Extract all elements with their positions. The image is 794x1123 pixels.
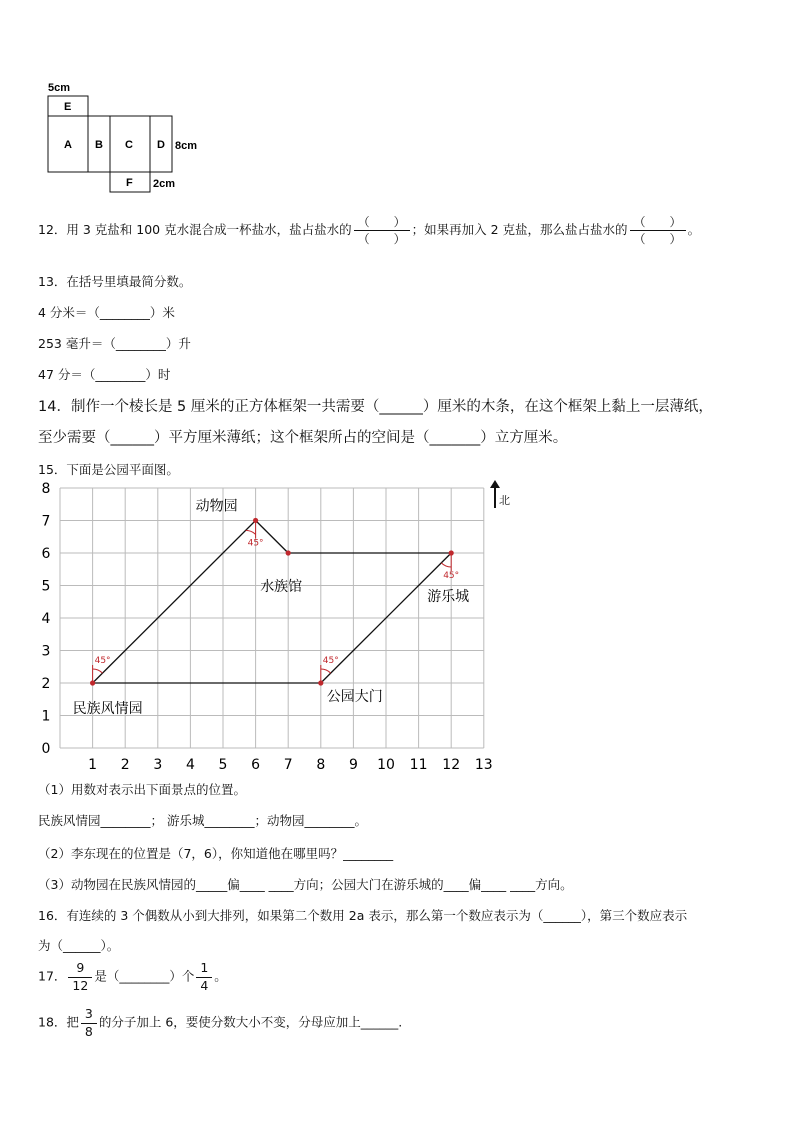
- q18-fraction: $\frac{3}{8}$: [81, 1008, 97, 1038]
- point-label: 公园大门: [326, 689, 383, 705]
- x-tick-label: 9: [348, 757, 358, 773]
- y-tick-label: 0: [41, 741, 51, 757]
- q15-sub-2[interactable]: （2）李东现在的位置是（7，6），你知道他在哪里吗？________: [38, 846, 394, 861]
- net-dim-top: 5cm: [48, 82, 71, 94]
- net-label-e: E: [64, 101, 72, 113]
- point-label: 动物园: [195, 498, 238, 515]
- y-tick-label: 5: [41, 578, 51, 595]
- net-dim-bottom: 2cm: [153, 178, 176, 190]
- y-tick-label: 8: [41, 481, 51, 497]
- q12-text-1: 用 3 克盐和 100 克水混合成一杯盐水，盐占盐水的: [66, 222, 352, 237]
- net-label-c: C: [125, 139, 133, 151]
- x-tick-label: 7: [283, 757, 293, 773]
- q12-fraction-blank-2[interactable]: $\frac{( )}{( )}$: [630, 216, 686, 245]
- point-markers: [90, 518, 454, 686]
- q15-sub-1-blanks[interactable]: 民族风情园________； 游乐城________；动物园________。: [38, 813, 367, 828]
- net-label-b: B: [95, 139, 103, 151]
- x-axis-ticks: [88, 757, 493, 773]
- point-label: 水族馆: [260, 579, 303, 595]
- angle-marks: [93, 521, 460, 684]
- route-lines: [93, 521, 452, 684]
- net-label-d: D: [157, 139, 165, 151]
- q12-number: 12．: [38, 222, 67, 237]
- point-label: 民族风情园: [72, 701, 143, 717]
- question-17: [38, 962, 227, 992]
- y-tick-label: 1: [41, 708, 51, 725]
- angle-arc: [441, 563, 451, 567]
- x-tick-label: 4: [185, 757, 195, 773]
- angle-arc: [93, 669, 103, 673]
- q13-line-1[interactable]: 4 分米＝（________）米: [38, 305, 175, 320]
- angle-label: 45°: [443, 571, 460, 581]
- point-marker: [318, 680, 323, 685]
- net-label-f: F: [126, 177, 133, 189]
- y-tick-label: 3: [41, 643, 51, 660]
- q17-end: 。: [214, 968, 227, 984]
- q12-fraction-blank-1[interactable]: $\frac{( )}{( )}$: [354, 216, 410, 245]
- point-labels: [73, 498, 470, 718]
- angle-arc: [321, 669, 331, 673]
- x-tick-label: 2: [120, 757, 130, 773]
- question-12: [38, 216, 700, 245]
- q18-rest[interactable]: 的分子加上 6，要使分数大小不变，分母应加上______.: [98, 1014, 403, 1030]
- q17-middle[interactable]: 是（________）个: [94, 968, 195, 984]
- point-marker: [286, 550, 291, 555]
- x-tick-label: 1: [88, 757, 98, 773]
- x-tick-label: 11: [409, 757, 428, 773]
- point-marker: [90, 680, 95, 685]
- q13-line-2[interactable]: 253 毫升＝（________）升: [38, 336, 191, 351]
- q15-sub-1: （1）用数对表示出下面景点的位置。: [38, 782, 246, 797]
- y-axis-ticks: [42, 481, 51, 757]
- q17-fraction-2: $\frac{1}{4}$: [196, 962, 212, 992]
- angle-label: 45°: [94, 656, 111, 666]
- net-dim-right: 8cm: [175, 140, 198, 152]
- north-arrow-head: [490, 480, 500, 488]
- park-map-chart: [30, 478, 500, 778]
- y-tick-label: 7: [41, 513, 51, 530]
- cube-net-figure: [46, 80, 216, 195]
- x-tick-label: 10: [377, 757, 395, 773]
- y-tick-label: 4: [41, 611, 51, 627]
- angle-label: 45°: [247, 538, 264, 549]
- q12-text-2: ；如果再加入 2 克盐，那么盐占盐水的: [411, 222, 628, 237]
- x-tick-label: 8: [316, 757, 326, 773]
- q17-number: 17．: [38, 968, 67, 984]
- q13-title: 13．在括号里填最简分数。: [38, 274, 192, 289]
- q14-line-1[interactable]: 14．制作一个棱长是 5 厘米的正方体框架一共需要（______）厘米的木条，在这个框架上黏上一层薄纸，: [38, 399, 713, 415]
- point-marker: [253, 518, 258, 523]
- x-tick-label: 6: [251, 757, 261, 773]
- net-label-a: A: [64, 139, 72, 151]
- route-segment: [93, 521, 256, 684]
- point-label: 游乐城: [427, 589, 470, 605]
- question-18: [38, 1008, 402, 1038]
- x-tick-label: 12: [442, 757, 461, 773]
- q16-line-2[interactable]: 为（______）。: [38, 938, 120, 953]
- q12-text-3: 。: [687, 222, 701, 237]
- q15-title: 15．下面是公园平面图。: [38, 462, 179, 477]
- q18-number: 18．把: [38, 1014, 79, 1030]
- q17-fraction-1: $\frac{9}{12}$: [68, 962, 92, 992]
- y-tick-label: 6: [41, 546, 51, 562]
- y-tick-label: 2: [41, 676, 51, 692]
- q15-sub-3[interactable]: （3）动物园在民族风情园的_____偏____ ____方向；公园大门在游乐城的____偏____ ____方向。: [38, 877, 573, 892]
- angle-label: 45°: [322, 656, 339, 666]
- x-tick-label: 3: [153, 757, 163, 773]
- angle-arc: [246, 530, 256, 534]
- x-tick-label: 13: [474, 757, 493, 773]
- q14-line-2[interactable]: 至少需要（______）平方厘米薄纸；这个框架所占的空间是（_______）立方厘米。: [38, 430, 568, 446]
- q16-line-1[interactable]: 16．有连续的 3 个偶数从小到大排列，如果第二个数用 2a 表示，那么第一个数应表示为（______），第三个数应表示: [38, 908, 688, 923]
- point-marker: [449, 550, 454, 555]
- north-label: 北: [499, 494, 510, 507]
- x-tick-label: 5: [218, 757, 228, 773]
- q13-line-3[interactable]: 47 分＝（________）时: [38, 367, 171, 382]
